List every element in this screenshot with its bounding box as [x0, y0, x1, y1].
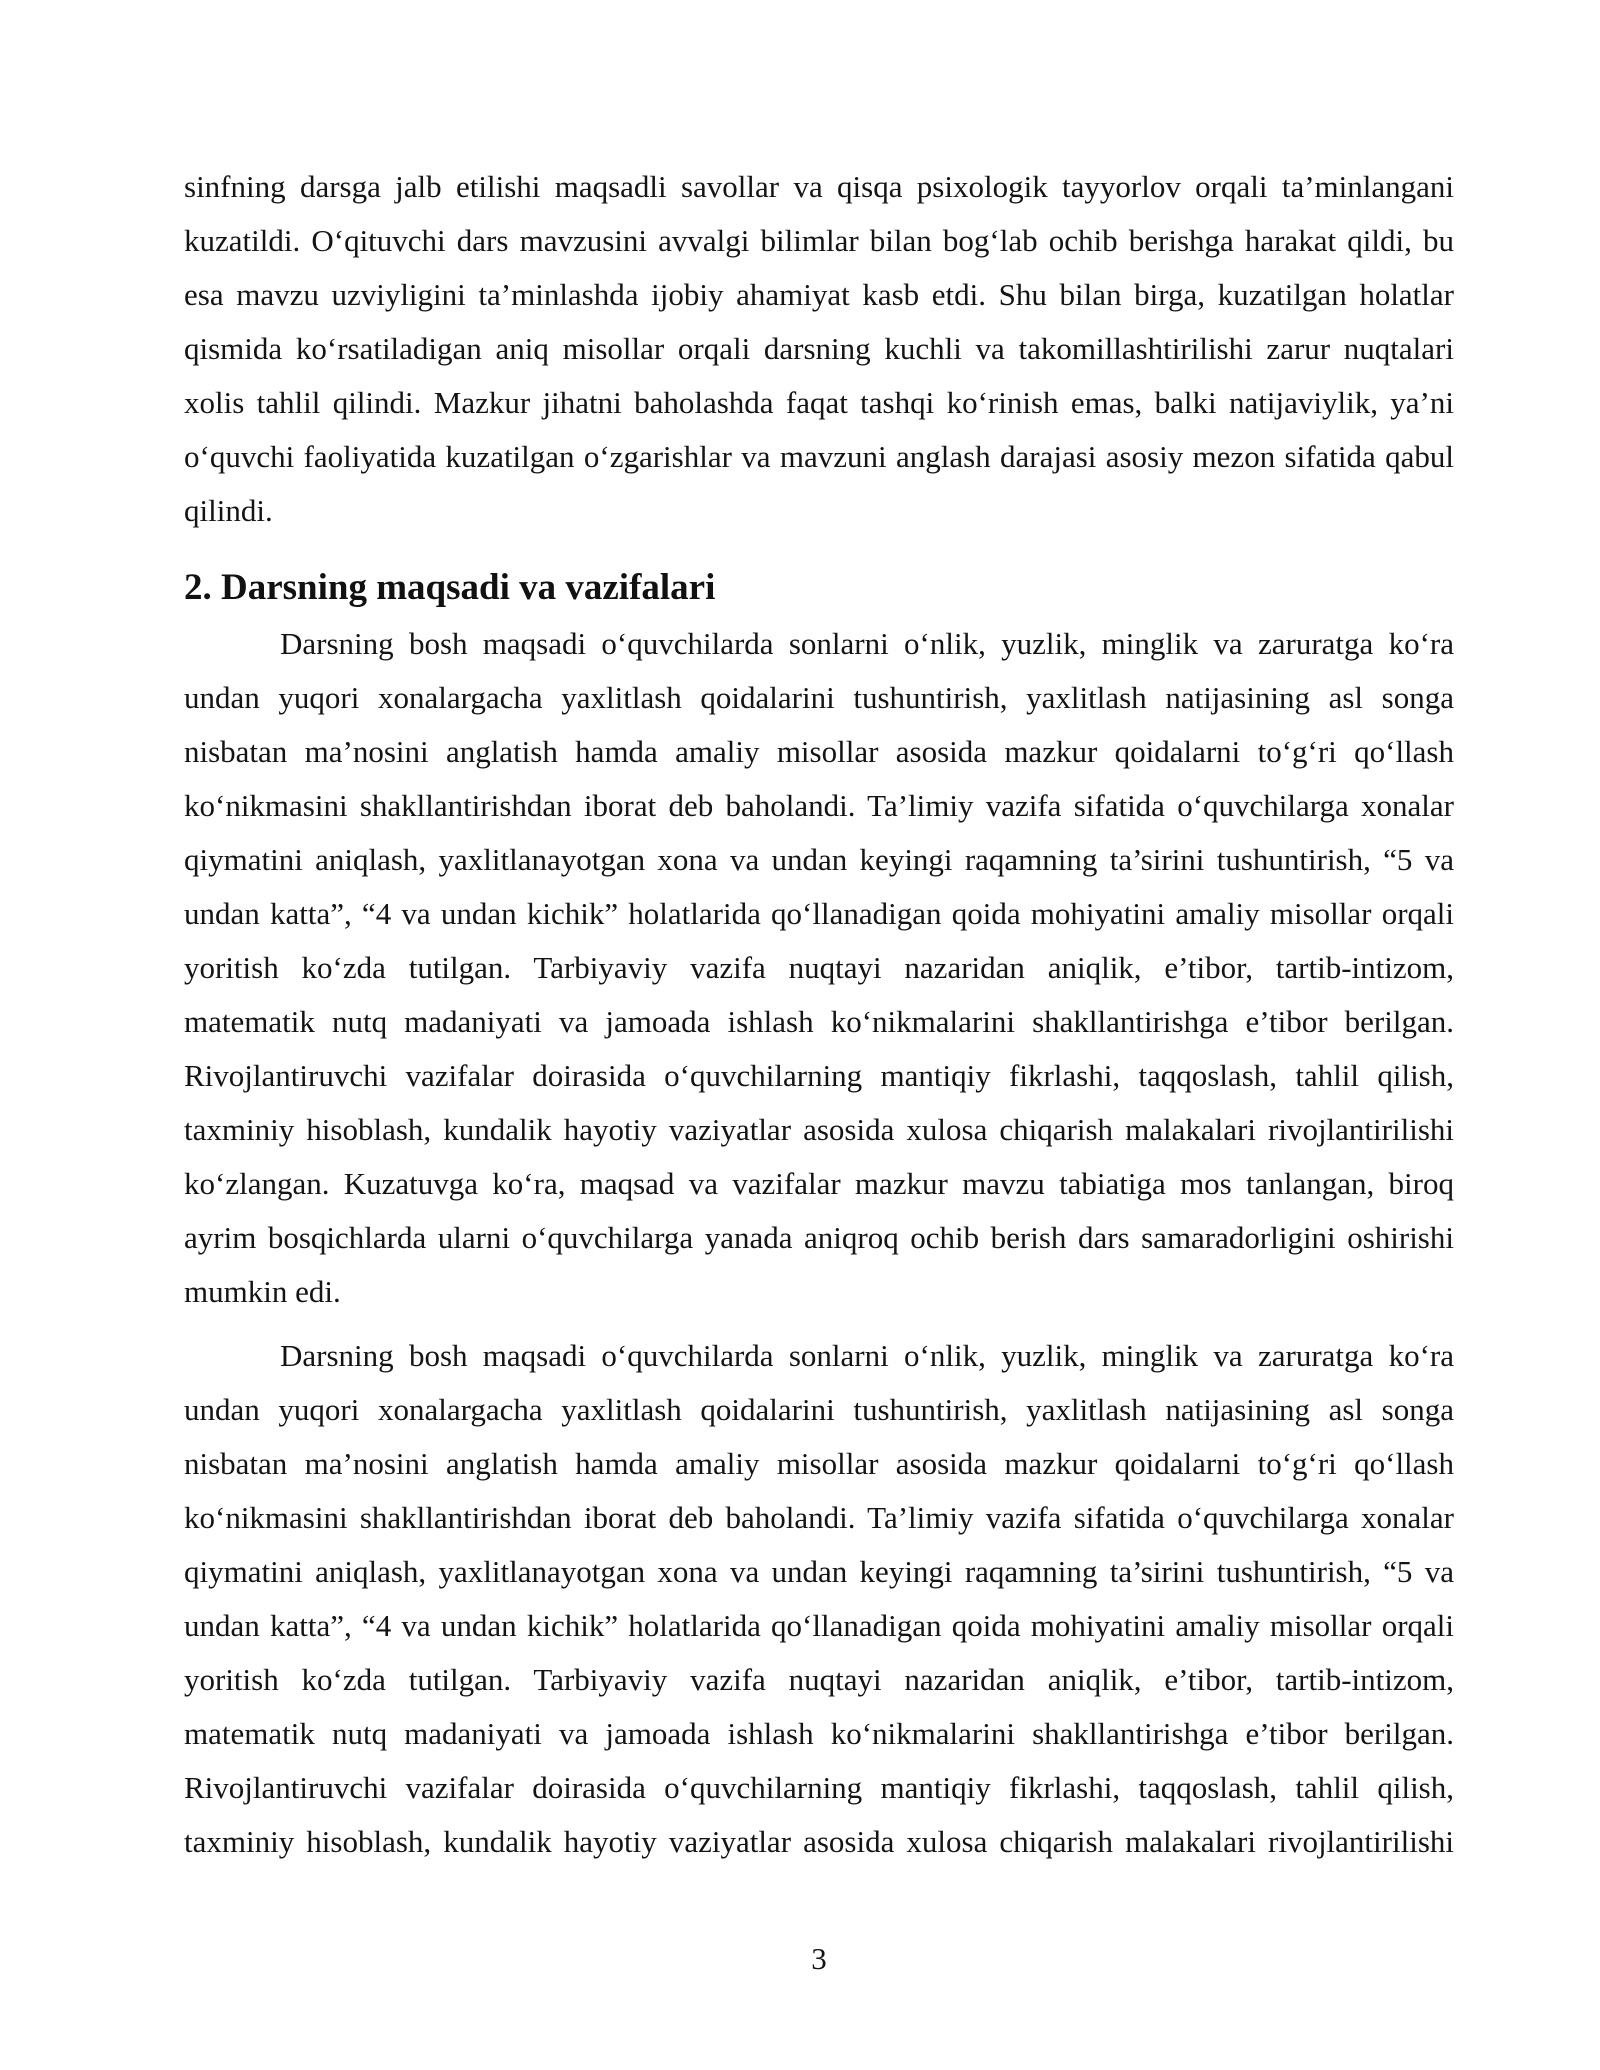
text-line: nisbatan ma’nosini anglatish hamda amaliy misollar asosida mazkur qoidalarni to‘g‘ri qo‘llash [184, 1446, 1454, 1481]
text-line: undan katta”, “4 va undan kichik” holatlarida qo‘llanadigan qoida mohiyatini amaliy misollar orqali [184, 1608, 1454, 1643]
text-line: xolis tahlil qilindi. Mazkur jihatni baholashda faqat tashqi ko‘rinish emas, balki natijaviylik, ya’ni [184, 385, 1454, 420]
text-line: ayrim bosqichlarda ularni o‘quvchilarga yanada aniqroq ochib berish dars samaradorligini oshirishi [184, 1220, 1454, 1255]
text-line: esa mavzu uzviyligini ta’minlashda ijobiy ahamiyat kasb etdi. Shu bilan birga, kuzatilgan holatlar [184, 277, 1454, 312]
text-line: ko‘nikmasini shakllantirishdan iborat deb baholandi. Ta’limiy vazifa sifatida o‘quvchilarga xonalar [184, 1500, 1454, 1535]
text-line: Rivojlantiruvchi vazifalar doirasida o‘quvchilarning mantiqiy fikrlashi, taqqoslash, tahlil qilish, [184, 1770, 1454, 1805]
text-line: yoritish ko‘zda tutilgan. Tarbiyaviy vazifa nuqtayi nazaridan aniqlik, e’tibor, tartib-intizom, [184, 950, 1454, 985]
text-line: Rivojlantiruvchi vazifalar doirasida o‘quvchilarning mantiqiy fikrlashi, taqqoslash, tahlil qilish, [184, 1058, 1454, 1093]
text-line: kuzatildi. O‘qituvchi dars mavzusini avvalgi bilimlar bilan bog‘lab ochib berishga harakat qildi, bu [184, 223, 1454, 258]
paragraph-goals-repeat [184, 1329, 1454, 1869]
text-line: taxminiy hisoblash, kundalik hayotiy vaziyatlar asosida xulosa chiqarish malakalari rivojlantirilishi [184, 1112, 1454, 1147]
text-line: o‘quvchi faoliyatida kuzatilgan o‘zgarishlar va mavzuni anglash darajasi asosiy mezon sifatida qabul [184, 439, 1454, 474]
text-line: qismida ko‘rsatiladigan aniq misollar orqali darsning kuchli va takomillashtirilishi zarur nuqtalari [184, 331, 1454, 366]
text-line: ko‘nikmasini shakllantirishdan iborat deb baholandi. Ta’limiy vazifa sifatida o‘quvchilarga xonalar [184, 788, 1454, 823]
text-line: yoritish ko‘zda tutilgan. Tarbiyaviy vazifa nuqtayi nazaridan aniqlik, e’tibor, tartib-intizom, [184, 1662, 1454, 1697]
page-content [184, 0, 1454, 1986]
paragraph-goals [184, 617, 1454, 1319]
text-line: ko‘zlangan. Kuzatuvga ko‘ra, maqsad va vazifalar mazkur mavzu tabiatiga mos tanlangan, biroq [184, 1166, 1454, 1201]
text-line: undan katta”, “4 va undan kichik” holatlarida qo‘llanadigan qoida mohiyatini amaliy misollar orqali [184, 896, 1454, 931]
text-line: sinfning darsga jalb etilishi maqsadli savollar va qisqa psixologik tayyorlov orqali ta’minlangani [184, 169, 1454, 204]
text-line: qiymatini aniqlash, yaxlitlanayotgan xona va undan keyingi raqamning ta’sirini tushuntirish, “5 va [184, 842, 1454, 877]
text-line: undan yuqori xonalargacha yaxlitlash qoidalarini tushuntirish, yaxlitlash natijasining asl songa [184, 1392, 1454, 1427]
text-line: mumkin edi. [184, 1274, 341, 1309]
text-line: Darsning bosh maqsadi o‘quvchilarda sonlarni o‘nlik, yuzlik, minglik va zaruratga ko‘ra [280, 1338, 1454, 1373]
text-line: taxminiy hisoblash, kundalik hayotiy vaziyatlar asosida xulosa chiqarish malakalari rivojlantirilishi [184, 1824, 1454, 1859]
paragraph-intro [184, 160, 1454, 538]
text-line: matematik nutq madaniyati va jamoada ishlash ko‘nikmalarini shakllantirishga e’tibor berilgan. [184, 1004, 1454, 1039]
text-line: nisbatan ma’nosini anglatish hamda amaliy misollar asosida mazkur qoidalarni to‘g‘ri qo‘llash [184, 734, 1454, 769]
section-heading: 2. Darsning maqsadi va vazifalari [184, 567, 716, 608]
text-line: Darsning bosh maqsadi o‘quvchilarda sonlarni o‘nlik, yuzlik, minglik va zaruratga ko‘ra [280, 626, 1454, 661]
text-line: undan yuqori xonalargacha yaxlitlash qoidalarini tushuntirish, yaxlitlash natijasining asl songa [184, 680, 1454, 715]
page-number: 3 [811, 1941, 827, 1976]
text-line: matematik nutq madaniyati va jamoada ishlash ko‘nikmalarini shakllantirishga e’tibor berilgan. [184, 1716, 1454, 1751]
text-line: qiymatini aniqlash, yaxlitlanayotgan xona va undan keyingi raqamning ta’sirini tushuntirish, “5 va [184, 1554, 1454, 1589]
text-line: qilindi. [184, 493, 273, 528]
